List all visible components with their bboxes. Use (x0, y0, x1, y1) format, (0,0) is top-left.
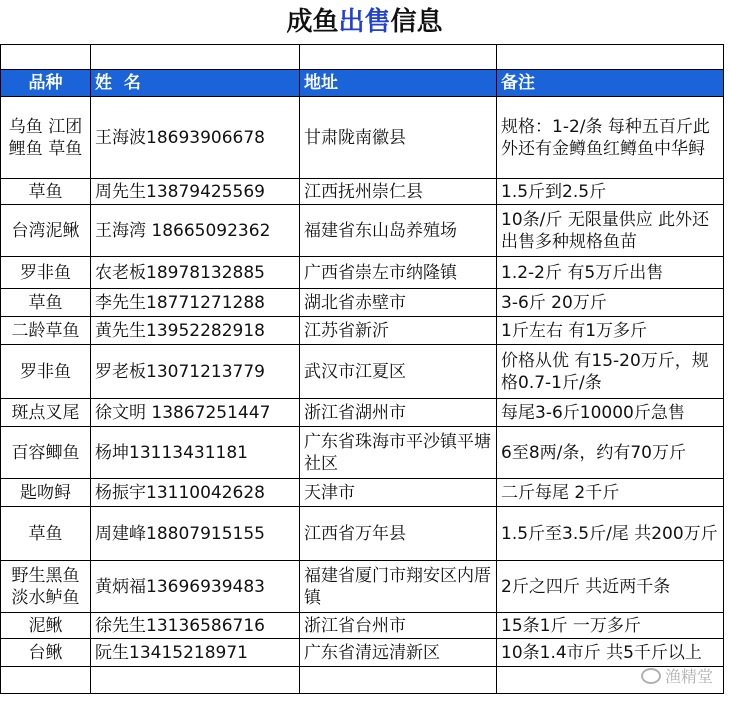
table-row (1, 561, 724, 613)
notes-cell: 价格从优 有15-20万斤，规格0.7-1斤/条 (497, 345, 724, 399)
name-cell: 徐先生13136586716 (91, 613, 300, 639)
fish-sale-table (0, 44, 724, 694)
name-cell: 周建峰18807915155 (91, 507, 300, 561)
table-row (1, 345, 724, 399)
empty-cell (1, 45, 91, 70)
table-row (1, 479, 724, 507)
empty-cell (1, 667, 91, 694)
notes-cell: 1.2-2斤 有5万斤出售 (497, 257, 724, 289)
species-cell: 匙吻鲟 (1, 479, 91, 507)
address-cell: 浙江省台州市 (300, 613, 497, 639)
empty-cell (300, 45, 497, 70)
table-row (1, 179, 724, 205)
watermark (641, 664, 713, 687)
address-cell: 天津市 (300, 479, 497, 507)
notes-cell: 15条1斤 一万多斤 (497, 613, 724, 639)
empty-cell (300, 667, 497, 694)
notes-cell: 每尾3-6斤10000斤急售 (497, 399, 724, 427)
header-row (1, 70, 724, 97)
address-cell: 广东省清远清新区 (300, 639, 497, 667)
name-cell: 黄先生13952282918 (91, 317, 300, 345)
species-cell: 二龄草鱼 (1, 317, 91, 345)
address-cell: 广西省崇左市纳隆镇 (300, 257, 497, 289)
notes-cell: 2斤之四斤 共近两千条 (497, 561, 724, 613)
spacer-row (1, 45, 724, 70)
name-cell: 杨坤13113431181 (91, 427, 300, 479)
name-cell: 周先生13879425569 (91, 179, 300, 205)
species-cell: 台鳅 (1, 639, 91, 667)
notes-cell: 3-6斤 20万斤 (497, 289, 724, 317)
notes-cell: 1斤左右 有1万多斤 (497, 317, 724, 345)
table-row (1, 427, 724, 479)
notes-cell: 10条/斤 无限量供应 此外还出售多种规格鱼苗 (497, 205, 724, 257)
species-cell: 百容鲫鱼 (1, 427, 91, 479)
name-cell: 农老板18978132885 (91, 257, 300, 289)
notes-cell: 规格：1-2/条 每种五百斤此外还有金鳟鱼红鳟鱼中华鲟 (497, 97, 724, 179)
notes-cell: 1.5斤至3.5斤/尾 共200万斤 (497, 507, 724, 561)
header-name: 姓 名 (91, 70, 300, 97)
watermark-text: 渔精堂 (664, 667, 713, 686)
name-cell: 李先生18771271288 (91, 289, 300, 317)
name-cell: 阮生13415218971 (91, 639, 300, 667)
table-row (1, 97, 724, 179)
name-cell: 黄炳福13696939483 (91, 561, 300, 613)
notes-cell: 10条1.4市斤 共5千斤以上 (497, 639, 724, 667)
empty-cell (91, 45, 300, 70)
header-notes: 备注 (497, 70, 724, 97)
name-cell: 杨振宇13110042628 (91, 479, 300, 507)
name-cell: 王海湾 18665092362 (91, 205, 300, 257)
address-cell: 江西省万年县 (300, 507, 497, 561)
table-row (1, 317, 724, 345)
name-cell: 王海波18693906678 (91, 97, 300, 179)
header-address: 地址 (300, 70, 497, 97)
address-cell: 湖北省赤壁市 (300, 289, 497, 317)
address-cell: 福建省东山岛养殖场 (300, 205, 497, 257)
table-row (1, 613, 724, 639)
address-cell: 武汉市江夏区 (300, 345, 497, 399)
species-cell: 斑点叉尾 (1, 399, 91, 427)
address-cell: 广东省珠海市平沙镇平塘社区 (300, 427, 497, 479)
title-accent: 出售 (338, 7, 391, 37)
empty-cell (497, 45, 724, 70)
species-cell: 野生黑鱼 淡水鲈鱼 (1, 561, 91, 613)
species-cell: 乌鱼 江团 鲤鱼 草鱼 (1, 97, 91, 179)
table-row (1, 639, 724, 667)
name-cell: 罗老板13071213779 (91, 345, 300, 399)
species-cell: 草鱼 (1, 179, 91, 205)
title-part2: 信息 (390, 7, 443, 37)
address-cell: 江苏省新沂 (300, 317, 497, 345)
address-cell: 江西抚州崇仁县 (300, 179, 497, 205)
notes-cell: 1.5斤到2.5斤 (497, 179, 724, 205)
species-cell: 罗非鱼 (1, 257, 91, 289)
table-row (1, 399, 724, 427)
footer-row (1, 667, 724, 694)
table-row (1, 257, 724, 289)
species-cell: 罗非鱼 (1, 345, 91, 399)
species-cell: 台湾泥鳅 (1, 205, 91, 257)
notes-cell: 二斤每尾 2千斤 (497, 479, 724, 507)
address-cell: 福建省厦门市翔安区内厝镇 (300, 561, 497, 613)
address-cell: 浙江省湖州市 (300, 399, 497, 427)
name-cell: 徐文明 13867251447 (91, 399, 300, 427)
wechat-icon (641, 668, 661, 684)
table-row (1, 289, 724, 317)
title-part1: 成鱼 (286, 7, 339, 37)
species-cell: 草鱼 (1, 507, 91, 561)
table-row (1, 507, 724, 561)
species-cell: 草鱼 (1, 289, 91, 317)
page-title (0, 0, 729, 44)
table-row (1, 205, 724, 257)
address-cell: 甘肃陇南徽县 (300, 97, 497, 179)
species-cell: 泥鳅 (1, 613, 91, 639)
header-species: 品种 (1, 70, 91, 97)
empty-cell (91, 667, 300, 694)
notes-cell: 6至8两/条，约有70万斤 (497, 427, 724, 479)
